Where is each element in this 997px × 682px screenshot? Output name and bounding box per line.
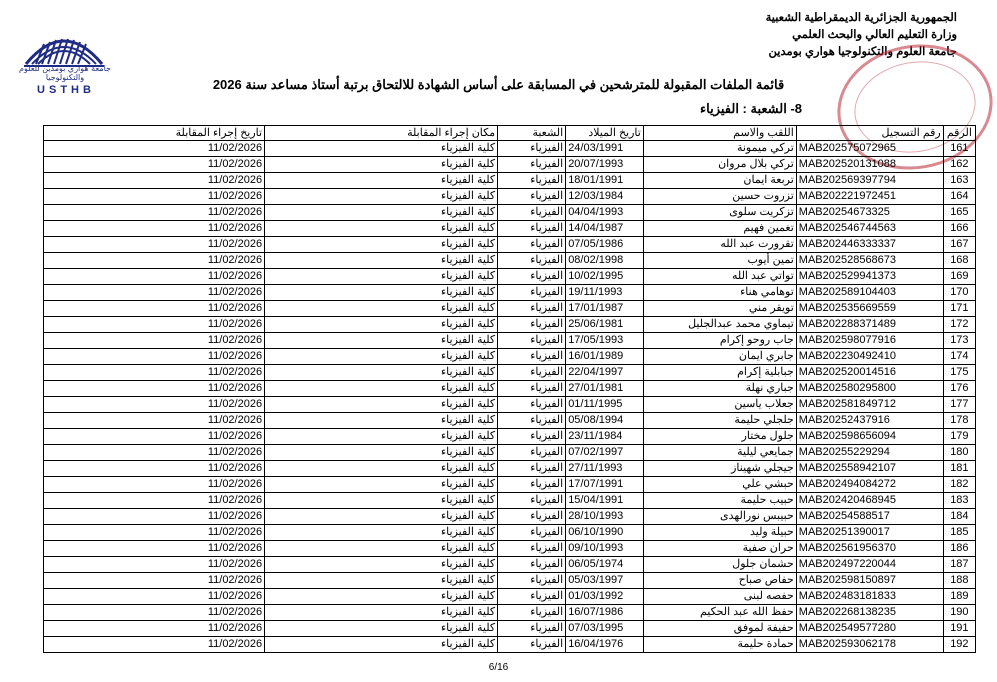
cell-name: جاب روحو إكرام (643, 333, 796, 349)
cell-interview-date: 11/02/2026 (44, 557, 265, 573)
table-row (44, 349, 976, 365)
cell-interview-place: كلية الفيزياء (265, 237, 498, 253)
cell-birthdate: 16/04/1976 (566, 637, 644, 653)
table-row (44, 253, 976, 269)
cell-registration: MAB202520014516 (796, 365, 943, 381)
cell-registration: MAB202446333337 (796, 237, 943, 253)
cell-birthdate: 17/07/1991 (566, 477, 644, 493)
table-row (44, 269, 976, 285)
cell-birthdate: 14/04/1987 (566, 221, 644, 237)
header-line-republic: الجمهورية الجزائرية الديمقراطية الشعبية (765, 12, 957, 24)
table-row (44, 413, 976, 429)
cell-registration: MAB202593062178 (796, 637, 943, 653)
cell-interview-place: كلية الفيزياء (265, 525, 498, 541)
cell-branch: الفيزياء (498, 525, 566, 541)
cell-name: جلجلي حليمة (643, 413, 796, 429)
cell-interview-date: 11/02/2026 (44, 269, 265, 285)
cell-registration: MAB20254673325 (796, 205, 943, 221)
cell-interview-place: كلية الفيزياء (265, 173, 498, 189)
cell-branch: الفيزياء (498, 573, 566, 589)
cell-registration: MAB20251390017 (796, 525, 943, 541)
speciality-label: 8- الشعبة : الفيزياء (700, 101, 802, 116)
cell-registration: MAB202529941373 (796, 269, 943, 285)
cell-name: حشمان جلول (643, 557, 796, 573)
cell-branch: الفيزياء (498, 205, 566, 221)
cell-number: 174 (943, 349, 975, 365)
table-row (44, 621, 976, 637)
cell-registration: MAB202494084272 (796, 477, 943, 493)
table-row (44, 429, 976, 445)
cell-interview-place: كلية الفيزياء (265, 493, 498, 509)
table-row (44, 557, 976, 573)
cell-name: تزكريت سلوى (643, 205, 796, 221)
cell-name: حبيلة وليد (643, 525, 796, 541)
cell-number: 177 (943, 397, 975, 413)
cell-interview-place: كلية الفيزياء (265, 541, 498, 557)
cell-name: تيماوي محمد عبدالجليل (643, 317, 796, 333)
cell-registration: MAB202598150897 (796, 573, 943, 589)
table-row (44, 605, 976, 621)
cell-branch: الفيزياء (498, 157, 566, 173)
cell-interview-date: 11/02/2026 (44, 301, 265, 317)
cell-interview-place: كلية الفيزياء (265, 509, 498, 525)
cell-branch: الفيزياء (498, 269, 566, 285)
cell-interview-date: 11/02/2026 (44, 493, 265, 509)
cell-name: تمين أيوب (643, 253, 796, 269)
cell-birthdate: 24/03/1991 (566, 141, 644, 157)
cell-registration: MAB202483181833 (796, 589, 943, 605)
cell-birthdate: 28/10/1993 (566, 509, 644, 525)
cell-birthdate: 07/02/1997 (566, 445, 644, 461)
cell-interview-place: كلية الفيزياء (265, 253, 498, 269)
cell-number: 164 (943, 189, 975, 205)
cell-branch: الفيزياء (498, 237, 566, 253)
cell-registration: MAB202420468945 (796, 493, 943, 509)
usthb-emblem-icon (22, 24, 106, 68)
cell-interview-date: 11/02/2026 (44, 157, 265, 173)
cell-interview-place: كلية الفيزياء (265, 221, 498, 237)
cell-number: 168 (943, 253, 975, 269)
cell-birthdate: 20/07/1993 (566, 157, 644, 173)
cell-name: حفيفة لموفق (643, 621, 796, 637)
cell-name: تزروت حسين (643, 189, 796, 205)
cell-name: جمايعي ليلية (643, 445, 796, 461)
cell-interview-place: كلية الفيزياء (265, 285, 498, 301)
cell-registration: MAB202569397794 (796, 173, 943, 189)
cell-registration: MAB202549577280 (796, 621, 943, 637)
cell-number: 192 (943, 637, 975, 653)
cell-branch: الفيزياء (498, 397, 566, 413)
cell-birthdate: 07/03/1995 (566, 621, 644, 637)
cell-registration: MAB202535669559 (796, 301, 943, 317)
cell-name: جابري ايمان (643, 349, 796, 365)
table-row (44, 397, 976, 413)
cell-branch: الفيزياء (498, 333, 566, 349)
table-row (44, 301, 976, 317)
cell-birthdate: 04/04/1993 (566, 205, 644, 221)
cell-number: 183 (943, 493, 975, 509)
cell-birthdate: 09/10/1993 (566, 541, 644, 557)
cell-interview-place: كلية الفيزياء (265, 413, 498, 429)
cell-interview-place: كلية الفيزياء (265, 157, 498, 173)
cell-interview-place: كلية الفيزياء (265, 445, 498, 461)
cell-number: 179 (943, 429, 975, 445)
cell-branch: الفيزياء (498, 141, 566, 157)
cell-number: 170 (943, 285, 975, 301)
cell-branch: الفيزياء (498, 189, 566, 205)
cell-branch: الفيزياء (498, 493, 566, 509)
cell-name: تقرورت عبد الله (643, 237, 796, 253)
cell-branch: الفيزياء (498, 621, 566, 637)
col-branch-header: الشعبة (498, 126, 566, 141)
cell-interview-place: كلية الفيزياء (265, 461, 498, 477)
cell-registration: MAB20254588517 (796, 509, 943, 525)
cell-number: 171 (943, 301, 975, 317)
cell-interview-place: كلية الفيزياء (265, 557, 498, 573)
cell-interview-date: 11/02/2026 (44, 285, 265, 301)
cell-interview-date: 11/02/2026 (44, 589, 265, 605)
table-row (44, 205, 976, 221)
col-name-header: اللقب والاسم (643, 126, 796, 141)
cell-interview-place: كلية الفيزياء (265, 637, 498, 653)
cell-interview-date: 11/02/2026 (44, 637, 265, 653)
cell-name: جعلاب ياسين (643, 397, 796, 413)
cell-name: تغمين فهيم (643, 221, 796, 237)
cell-name: جباري نهلة (643, 381, 796, 397)
table-row (44, 445, 976, 461)
cell-number: 176 (943, 381, 975, 397)
cell-number: 188 (943, 573, 975, 589)
cell-birthdate: 06/10/1990 (566, 525, 644, 541)
cell-interview-date: 11/02/2026 (44, 413, 265, 429)
table-row (44, 237, 976, 253)
cell-branch: الفيزياء (498, 365, 566, 381)
table-row (44, 365, 976, 381)
cell-number: 169 (943, 269, 975, 285)
cell-number: 161 (943, 141, 975, 157)
cell-interview-place: كلية الفيزياء (265, 589, 498, 605)
cell-name: جلول مختار (643, 429, 796, 445)
cell-interview-place: كلية الفيزياء (265, 477, 498, 493)
cell-registration: MAB202520131088 (796, 157, 943, 173)
cell-birthdate: 17/05/1993 (566, 333, 644, 349)
cell-interview-date: 11/02/2026 (44, 173, 265, 189)
table-row (44, 173, 976, 189)
cell-registration: MAB202589104403 (796, 285, 943, 301)
cell-interview-date: 11/02/2026 (44, 141, 265, 157)
table-row (44, 189, 976, 205)
cell-branch: الفيزياء (498, 461, 566, 477)
cell-branch: الفيزياء (498, 221, 566, 237)
table-row (44, 493, 976, 509)
cell-birthdate: 01/03/1992 (566, 589, 644, 605)
cell-branch: الفيزياء (498, 253, 566, 269)
page-number: 6/16 (488, 662, 509, 673)
table-row (44, 541, 976, 557)
col-interview-place-header: مكان إجراء المقابلة (265, 126, 498, 141)
cell-name: حبيبس نورالهدى (643, 509, 796, 525)
cell-branch: الفيزياء (498, 349, 566, 365)
table-row (44, 477, 976, 493)
cell-branch: الفيزياء (498, 637, 566, 653)
cell-branch: الفيزياء (498, 541, 566, 557)
cell-birthdate: 10/02/1995 (566, 269, 644, 285)
cell-number: 190 (943, 605, 975, 621)
cell-birthdate: 15/04/1991 (566, 493, 644, 509)
cell-branch: الفيزياء (498, 477, 566, 493)
cell-branch: الفيزياء (498, 301, 566, 317)
col-number-header: الرقم (943, 126, 975, 141)
table-row (44, 573, 976, 589)
cell-number: 175 (943, 365, 975, 381)
cell-name: تويقر مني (643, 301, 796, 317)
cell-number: 162 (943, 157, 975, 173)
cell-registration: MAB202288371489 (796, 317, 943, 333)
cell-interview-date: 11/02/2026 (44, 333, 265, 349)
cell-interview-place: كلية الفيزياء (265, 349, 498, 365)
cell-registration: MAB20252437916 (796, 413, 943, 429)
cell-interview-date: 11/02/2026 (44, 621, 265, 637)
table-row (44, 637, 976, 653)
cell-birthdate: 07/05/1986 (566, 237, 644, 253)
table-header-row (44, 126, 976, 141)
cell-interview-place: كلية الفيزياء (265, 397, 498, 413)
cell-birthdate: 05/03/1997 (566, 573, 644, 589)
cell-branch: الفيزياء (498, 381, 566, 397)
table-row (44, 141, 976, 157)
document-title: قائمة الملفات المقبولة للمترشحين في المسابقة على أساس الشهادة للالتحاق برتبة أستاذ مساعد سنة 2026 (212, 77, 785, 92)
table-row (44, 285, 976, 301)
cell-branch: الفيزياء (498, 285, 566, 301)
cell-number: 178 (943, 413, 975, 429)
cell-name: توهامي هناء (643, 285, 796, 301)
cell-interview-place: كلية الفيزياء (265, 189, 498, 205)
cell-interview-place: كلية الفيزياء (265, 301, 498, 317)
cell-interview-date: 11/02/2026 (44, 477, 265, 493)
cell-interview-place: كلية الفيزياء (265, 333, 498, 349)
cell-number: 186 (943, 541, 975, 557)
cell-branch: الفيزياء (498, 605, 566, 621)
cell-interview-date: 11/02/2026 (44, 397, 265, 413)
header-line-university: جامعة العلوم والتكنولوجيا هواري بومدين (768, 46, 957, 58)
cell-interview-place: كلية الفيزياء (265, 141, 498, 157)
cell-interview-place: كلية الفيزياء (265, 317, 498, 333)
cell-interview-place: كلية الفيزياء (265, 573, 498, 589)
cell-birthdate: 19/11/1993 (566, 285, 644, 301)
cell-birthdate: 16/07/1986 (566, 605, 644, 621)
table-row (44, 381, 976, 397)
cell-number: 163 (943, 173, 975, 189)
cell-branch: الفيزياء (498, 509, 566, 525)
cell-branch: الفيزياء (498, 589, 566, 605)
cell-branch: الفيزياء (498, 429, 566, 445)
cell-registration: MAB202497220044 (796, 557, 943, 573)
cell-interview-date: 11/02/2026 (44, 205, 265, 221)
cell-name: حفصه لبنى (643, 589, 796, 605)
cell-registration: MAB202561956370 (796, 541, 943, 557)
cell-name: جيجلي شهيناز (643, 461, 796, 477)
cell-name: تواتي عبد الله (643, 269, 796, 285)
cell-interview-date: 11/02/2026 (44, 349, 265, 365)
cell-interview-date: 11/02/2026 (44, 445, 265, 461)
cell-number: 191 (943, 621, 975, 637)
cell-registration: MAB202558942107 (796, 461, 943, 477)
cell-birthdate: 12/03/1984 (566, 189, 644, 205)
cell-birthdate: 25/06/1981 (566, 317, 644, 333)
cell-number: 173 (943, 333, 975, 349)
cell-name: جبابلية إكرام (643, 365, 796, 381)
table-row (44, 221, 976, 237)
cell-branch: الفيزياء (498, 173, 566, 189)
cell-number: 182 (943, 477, 975, 493)
cell-interview-date: 11/02/2026 (44, 365, 265, 381)
header-line-ministry: وزارة التعليم العالي والبحث العلمي (792, 29, 957, 41)
cell-number: 180 (943, 445, 975, 461)
cell-name: حران صفية (643, 541, 796, 557)
cell-interview-date: 11/02/2026 (44, 541, 265, 557)
cell-interview-date: 11/02/2026 (44, 509, 265, 525)
cell-number: 187 (943, 557, 975, 573)
cell-interview-date: 11/02/2026 (44, 573, 265, 589)
cell-birthdate: 06/05/1974 (566, 557, 644, 573)
col-registration-header: رقم التسجيل (796, 126, 943, 141)
cell-branch: الفيزياء (498, 413, 566, 429)
cell-number: 172 (943, 317, 975, 333)
cell-branch: الفيزياء (498, 445, 566, 461)
cell-name: حفاص صباح (643, 573, 796, 589)
cell-registration: MAB202268138235 (796, 605, 943, 621)
table-row (44, 333, 976, 349)
cell-birthdate: 05/08/1994 (566, 413, 644, 429)
cell-interview-date: 11/02/2026 (44, 605, 265, 621)
cell-birthdate: 17/01/1987 (566, 301, 644, 317)
cell-birthdate: 22/04/1997 (566, 365, 644, 381)
cell-registration: MAB202575072965 (796, 141, 943, 157)
cell-birthdate: 01/11/1995 (566, 397, 644, 413)
col-interview-date-header: تاريخ إجراء المقابلة (44, 126, 265, 141)
cell-birthdate: 23/11/1984 (566, 429, 644, 445)
cell-name: حبيب حليمة (643, 493, 796, 509)
cell-name: حبشي علي (643, 477, 796, 493)
table-row (44, 461, 976, 477)
cell-interview-date: 11/02/2026 (44, 525, 265, 541)
cell-registration: MAB202230492410 (796, 349, 943, 365)
candidates-table (43, 125, 976, 653)
cell-interview-date: 11/02/2026 (44, 237, 265, 253)
cell-birthdate: 27/01/1981 (566, 381, 644, 397)
col-birthdate-header: تاريخ الميلاد (566, 126, 644, 141)
cell-birthdate: 27/11/1993 (566, 461, 644, 477)
logo-arabic-text: جامعة هواري بومدين للعلوم والتكنولوجيا (19, 64, 111, 82)
cell-number: 166 (943, 221, 975, 237)
logo-english-text: USTHB (37, 84, 95, 96)
cell-number: 189 (943, 589, 975, 605)
cell-number: 167 (943, 237, 975, 253)
cell-name: تركي بلال مروان (643, 157, 796, 173)
cell-registration: MAB20255229294 (796, 445, 943, 461)
cell-registration: MAB202598656094 (796, 429, 943, 445)
cell-interview-place: كلية الفيزياء (265, 621, 498, 637)
cell-interview-date: 11/02/2026 (44, 317, 265, 333)
cell-interview-place: كلية الفيزياء (265, 429, 498, 445)
cell-interview-date: 11/02/2026 (44, 429, 265, 445)
cell-interview-place: كلية الفيزياء (265, 381, 498, 397)
cell-branch: الفيزياء (498, 317, 566, 333)
cell-number: 181 (943, 461, 975, 477)
table-row (44, 509, 976, 525)
cell-birthdate: 16/01/1989 (566, 349, 644, 365)
cell-number: 185 (943, 525, 975, 541)
table-row (44, 157, 976, 173)
cell-number: 165 (943, 205, 975, 221)
cell-registration: MAB202528568673 (796, 253, 943, 269)
cell-name: حمادة حليمة (643, 637, 796, 653)
cell-birthdate: 18/01/1991 (566, 173, 644, 189)
cell-birthdate: 08/02/1998 (566, 253, 644, 269)
cell-interview-place: كلية الفيزياء (265, 205, 498, 221)
cell-registration: MAB202581849712 (796, 397, 943, 413)
cell-registration: MAB202221972451 (796, 189, 943, 205)
cell-name: تركي ميمونة (643, 141, 796, 157)
cell-interview-date: 11/02/2026 (44, 461, 265, 477)
cell-interview-place: كلية الفيزياء (265, 269, 498, 285)
cell-interview-date: 11/02/2026 (44, 221, 265, 237)
table-row (44, 525, 976, 541)
table-row (44, 589, 976, 605)
table-row (44, 317, 976, 333)
cell-registration: MAB202580295800 (796, 381, 943, 397)
cell-interview-date: 11/02/2026 (44, 381, 265, 397)
cell-branch: الفيزياء (498, 557, 566, 573)
cell-interview-date: 11/02/2026 (44, 253, 265, 269)
cell-interview-place: كلية الفيزياء (265, 605, 498, 621)
cell-name: حفظ الله عبد الحكيم (643, 605, 796, 621)
cell-interview-date: 11/02/2026 (44, 189, 265, 205)
cell-interview-place: كلية الفيزياء (265, 365, 498, 381)
cell-number: 184 (943, 509, 975, 525)
cell-registration: MAB202598077916 (796, 333, 943, 349)
cell-registration: MAB202546744563 (796, 221, 943, 237)
cell-name: تربعة ايمان (643, 173, 796, 189)
